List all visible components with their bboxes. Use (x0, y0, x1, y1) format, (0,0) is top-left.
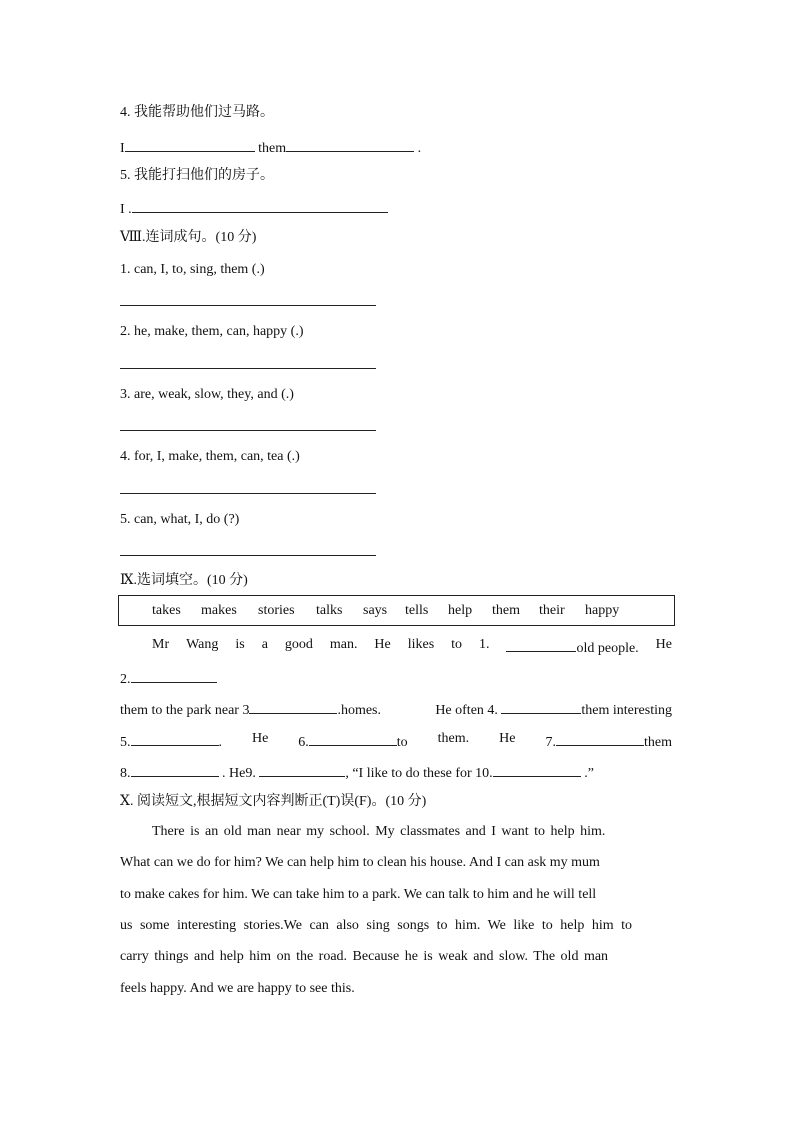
cloze-word: man. (329, 637, 358, 652)
cloze-word: He (655, 637, 672, 652)
section8-title: Ⅷ.连词成句。(10 分) (120, 230, 257, 245)
reading-text: carry things and help him on the road. Because he is weak and slow. The old man (120, 949, 609, 964)
reading-text: There is an old man near my school. My classmates and I want to help him. (152, 824, 606, 839)
reading-line-1 (152, 824, 672, 840)
section8-answer-2[interactable] (120, 368, 376, 369)
cloze-word: 1. (479, 637, 490, 652)
section8-item-3: 3. are, weak, slow, they, and (.) (120, 387, 294, 402)
q5-answer-line (120, 198, 388, 219)
section8-item-4: 4. for, I, make, them, can, tea (.) (120, 449, 300, 464)
cloze-text: them to the park near 3 (120, 703, 250, 718)
cloze-number: 8. (120, 766, 131, 781)
word-bank-item: help (448, 603, 473, 618)
cloze-line-4 (120, 731, 672, 751)
cloze-text: . He9. (222, 766, 256, 781)
reading-text: us some interesting stories.We can also sing songs to him. We like to help him to (120, 918, 633, 933)
cloze-word: He (374, 637, 391, 652)
cloze-text: , “I like to do these for 10. (345, 766, 493, 781)
section8-answer-5[interactable] (120, 555, 376, 556)
section8-answer-1[interactable] (120, 305, 376, 306)
word-bank-item: says (363, 603, 388, 618)
cloze-word: a (261, 637, 268, 652)
q4-answer-line (120, 137, 421, 158)
section8-answer-3[interactable] (120, 430, 376, 431)
reading-line-5 (120, 949, 672, 965)
cloze-word: is (235, 637, 245, 652)
section9-title: Ⅸ.选词填空。(10 分) (120, 573, 248, 588)
reading-text: What can we do for him? We can help him to clean his house. And I can ask my mum (120, 855, 600, 870)
word-bank-item: talks (316, 603, 343, 618)
cloze-word: old people. (576, 641, 639, 656)
q4-blank-1[interactable] (125, 137, 255, 152)
cloze-word: good (284, 637, 313, 652)
cloze-blank-2[interactable] (131, 668, 217, 683)
cloze-blank-10[interactable] (493, 762, 581, 777)
word-bank-item: makes (201, 603, 237, 618)
word-bank-item: their (539, 603, 565, 618)
cloze-line-1 (152, 637, 672, 657)
cloze-text: He (499, 731, 516, 746)
section8-item-2: 2. he, make, them, can, happy (.) (120, 324, 304, 339)
cloze-blank-5[interactable] (131, 731, 219, 746)
section8-item-1: 1. can, I, to, sing, them (.) (120, 262, 265, 277)
q4-period: . (417, 141, 422, 156)
cloze-blank-1[interactable] (506, 637, 576, 652)
cloze-number: 6. (298, 735, 309, 750)
reading-line-6 (120, 980, 355, 998)
cloze-text: . (218, 735, 222, 750)
cloze-line-5 (120, 762, 594, 783)
reading-line-3 (120, 887, 672, 903)
cloze-text: them interesting (581, 703, 672, 718)
cloze-blank-4[interactable] (501, 699, 581, 714)
section8-answer-4[interactable] (120, 493, 376, 494)
section8-item-5: 5. can, what, I, do (?) (120, 512, 240, 527)
section10-title: Ⅹ. 阅读短文,根据短文内容判断正(T)误(F)。(10 分) (120, 794, 427, 809)
cloze-blank-3[interactable] (249, 699, 337, 714)
word-bank-item: happy (585, 603, 620, 618)
q4-prompt: 4. 我能帮助他们过马路。 (120, 105, 274, 120)
cloze-text: to (396, 735, 408, 750)
word-bank-item: stories (258, 603, 295, 618)
word-bank-item: them (492, 603, 520, 618)
cloze-blank-6[interactable] (309, 731, 397, 746)
cloze-word: to (451, 637, 463, 652)
reading-line-4 (120, 918, 672, 934)
cloze-blank-7[interactable] (556, 731, 644, 746)
cloze-text: .homes. (337, 703, 382, 718)
cloze-word: likes (407, 637, 435, 652)
reading-line-2 (120, 855, 672, 871)
q4-blank-2[interactable] (286, 137, 414, 152)
cloze-text: them (643, 735, 672, 750)
cloze-text: them. (437, 731, 470, 746)
word-bank-item: takes (152, 603, 181, 618)
cloze-word: Mr (152, 637, 170, 652)
cloze-number: 7. (545, 735, 556, 750)
cloze-word: Wang (186, 637, 219, 652)
cloze-line-2 (120, 668, 217, 689)
q5-word-i: I . (120, 202, 132, 217)
cloze-number: 2. (120, 672, 131, 687)
cloze-text: He (251, 731, 269, 746)
reading-text: to make cakes for him. We can take him to a park. We can talk to him and he will tell (120, 887, 597, 902)
cloze-text: He often 4. (435, 703, 498, 718)
q5-prompt: 5. 我能打扫他们的房子。 (120, 168, 274, 183)
q4-word-i: I (120, 141, 125, 156)
word-bank-item: tells (405, 603, 429, 618)
q4-word-them: them (258, 141, 287, 156)
cloze-number: 5. (120, 735, 131, 750)
word-bank (118, 595, 675, 626)
cloze-blank-9[interactable] (259, 762, 345, 777)
reading-text: feels happy. And we are happy to see this. (120, 981, 355, 996)
q5-blank[interactable] (132, 198, 388, 213)
cloze-blank-8[interactable] (131, 762, 219, 777)
cloze-text: .” (584, 766, 594, 781)
cloze-line-3 (120, 699, 672, 719)
